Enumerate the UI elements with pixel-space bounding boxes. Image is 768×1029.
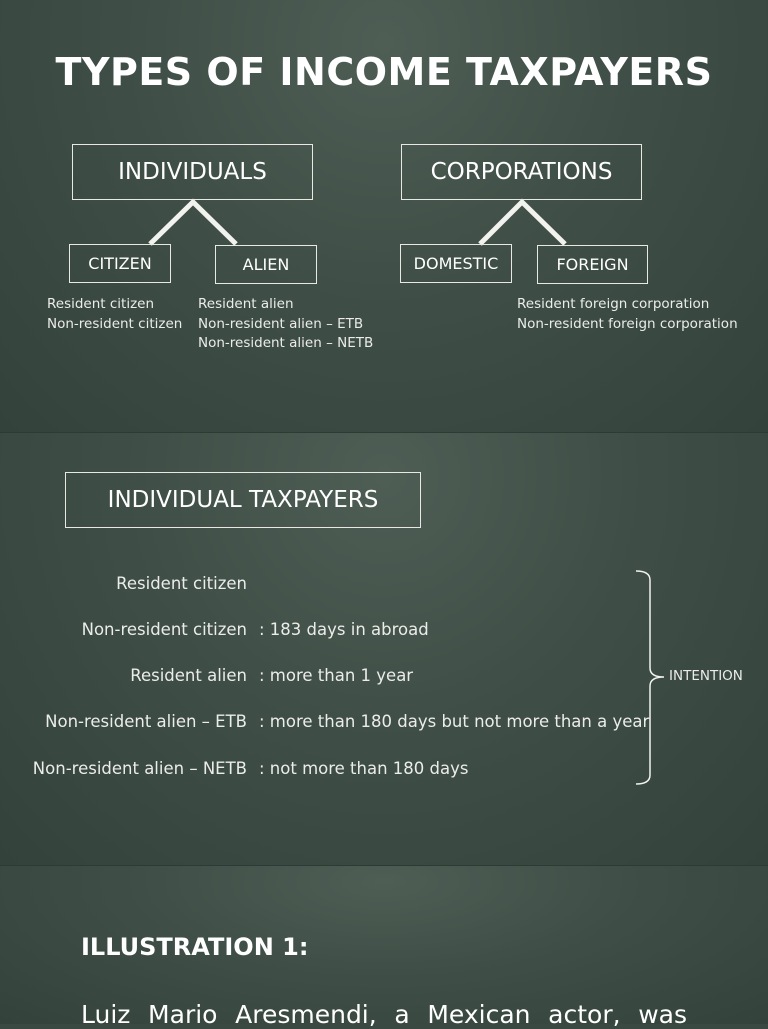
table-row [0, 666, 768, 690]
row-desc: : more than 180 days but not more than a year [259, 712, 650, 731]
alien-label: ALIEN [242, 255, 290, 274]
row-label: Non-resident alien – NETB [32, 759, 247, 778]
foreign-label: FOREIGN [556, 255, 629, 274]
table-row [0, 712, 768, 736]
tree-connectors [0, 0, 768, 432]
intention-label: INTENTION [669, 668, 743, 684]
row-desc: : not more than 180 days [259, 759, 469, 778]
row-label: Resident alien [130, 666, 247, 685]
alien-types-list [198, 295, 373, 354]
citizen-types-list [47, 295, 182, 334]
slide-title: INDIVIDUAL TAXPAYERS [107, 487, 379, 513]
table-row [0, 620, 768, 644]
row-label: Non-resident alien – ETB [45, 712, 247, 731]
slide-title: TYPES OF INCOME TAXPAYERS [55, 50, 713, 94]
corporations-box [401, 144, 642, 200]
illustration-title: ILLUSTRATION 1: [81, 933, 309, 961]
individuals-connector [150, 202, 236, 244]
individuals-box [72, 144, 313, 200]
domestic-box [400, 244, 512, 283]
list-item: Non-resident alien – ETB [198, 315, 364, 332]
domestic-label: DOMESTIC [413, 254, 499, 273]
list-item: Non-resident citizen [47, 315, 183, 332]
table-row [0, 574, 768, 598]
foreign-box [537, 245, 648, 284]
list-item: Resident alien [198, 296, 294, 312]
row-label: Resident citizen [116, 574, 247, 593]
corporations-connector [480, 202, 565, 244]
row-label: Non-resident citizen [81, 620, 247, 639]
row-desc: : more than 1 year [259, 666, 414, 685]
individual-taxpayers-box [65, 472, 421, 528]
list-item: Resident citizen [47, 296, 155, 312]
list-item: Non-resident foreign corporation [517, 315, 738, 332]
row-desc: : 183 days in abroad [259, 620, 429, 639]
list-item: Resident foreign corporation [517, 296, 710, 312]
citizen-box [69, 244, 171, 283]
individuals-label: INDIVIDUALS [118, 159, 267, 185]
illustration-text: Luiz Mario Aresmendi, a Mexican actor, was [81, 1000, 687, 1029]
citizen-label: CITIZEN [88, 254, 152, 273]
alien-box [215, 245, 317, 284]
table-row [0, 759, 768, 783]
foreign-types-list [517, 295, 738, 334]
corporations-label: CORPORATIONS [430, 159, 613, 185]
slide-types-of-income-taxpayers [0, 0, 768, 432]
list-item: Non-resident alien – NETB [198, 335, 374, 351]
